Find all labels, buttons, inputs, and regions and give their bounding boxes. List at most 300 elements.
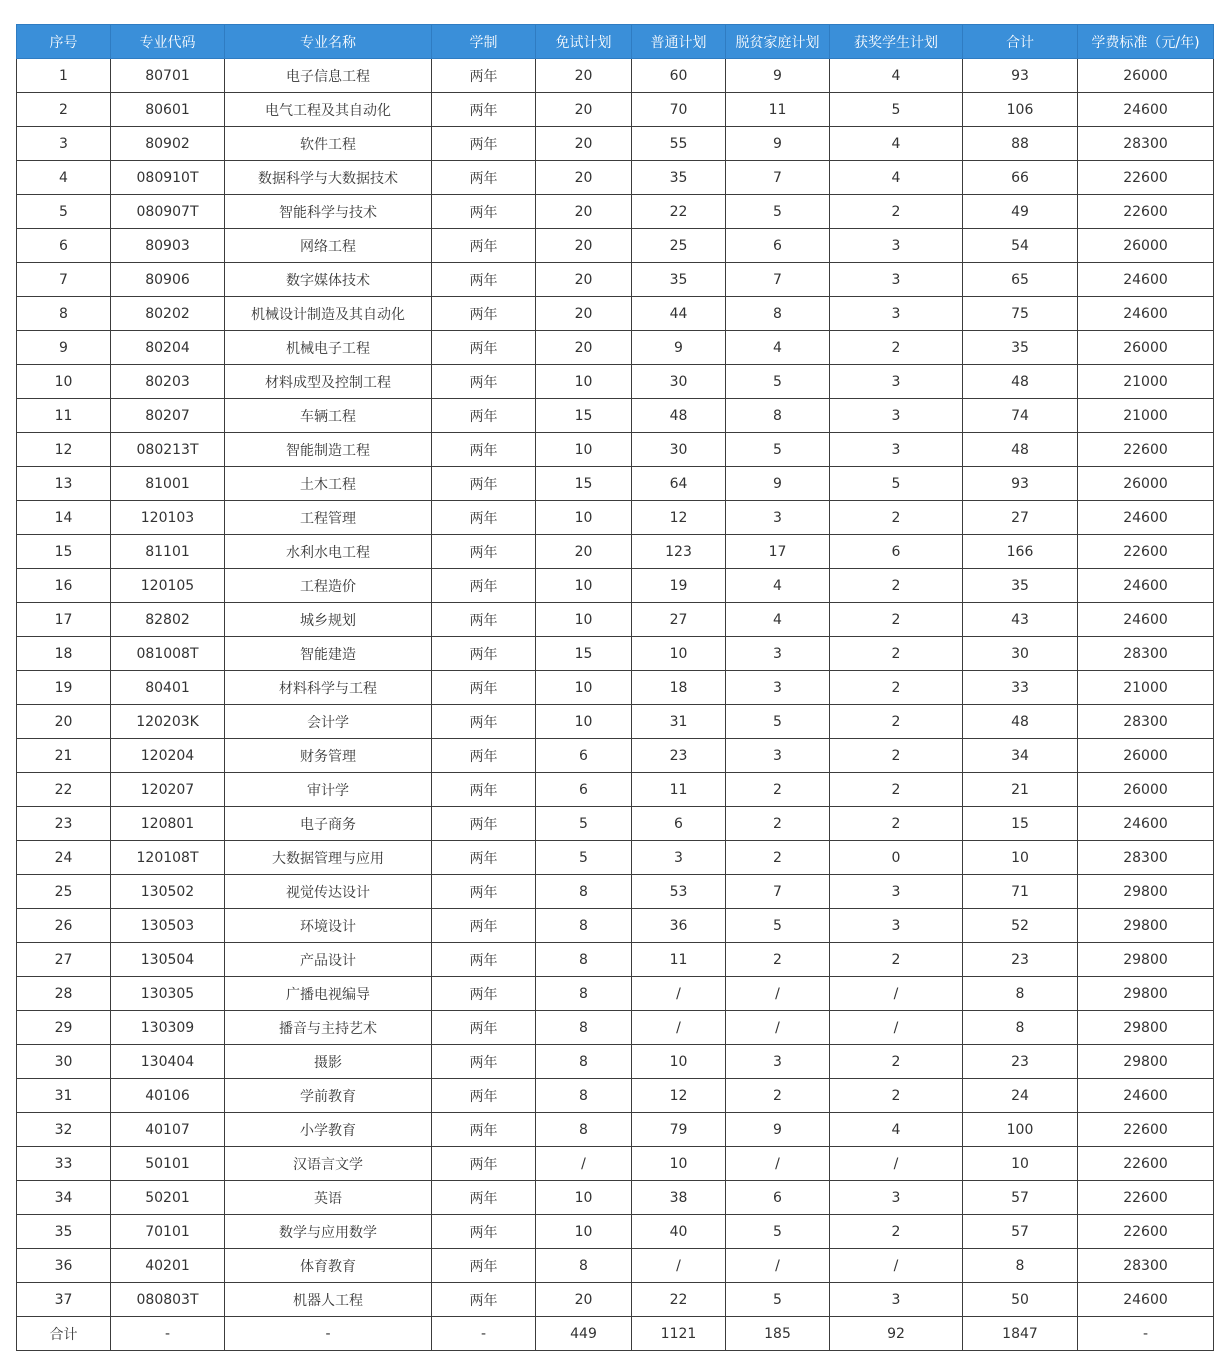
cell-seq: 12	[17, 433, 111, 467]
cell-duration: 两年	[432, 705, 536, 739]
cell-regular-plan: 22	[632, 195, 726, 229]
cell-seq: 11	[17, 399, 111, 433]
cell-duration: 两年	[432, 637, 536, 671]
cell-award-student-plan: 3	[830, 909, 963, 943]
cell-major-code: 81001	[111, 467, 225, 501]
table-row	[17, 909, 1214, 943]
cell-duration: 两年	[432, 331, 536, 365]
cell-major-name: 财务管理	[225, 739, 432, 773]
cell-major-name: 工程造价	[225, 569, 432, 603]
cell-major-code: 80701	[111, 59, 225, 93]
cell-total: 106	[963, 93, 1078, 127]
cell-regular-plan: 18	[632, 671, 726, 705]
cell-tuition: 22600	[1078, 1147, 1214, 1181]
cell-poverty-family-plan: 5	[726, 909, 830, 943]
cell-tuition: 29800	[1078, 943, 1214, 977]
cell-major-code: 80202	[111, 297, 225, 331]
cell-total: 54	[963, 229, 1078, 263]
cell-exempt-plan: 15	[536, 467, 632, 501]
cell-major-name: 智能建造	[225, 637, 432, 671]
cell-major-name: 汉语言文学	[225, 1147, 432, 1181]
cell-poverty-family-plan: 6	[726, 229, 830, 263]
cell-seq: 14	[17, 501, 111, 535]
cell-tuition: 24600	[1078, 569, 1214, 603]
cell-award-student-plan: 2	[830, 501, 963, 535]
cell-total: 34	[963, 739, 1078, 773]
cell-regular-plan: 79	[632, 1113, 726, 1147]
cell-poverty-family-plan: 9	[726, 59, 830, 93]
cell-seq: 27	[17, 943, 111, 977]
cell-duration: 两年	[432, 603, 536, 637]
cell-poverty-family-plan: /	[726, 1249, 830, 1283]
cell-major-code: 130504	[111, 943, 225, 977]
cell-duration: 两年	[432, 569, 536, 603]
cell-award-student-plan: 2	[830, 739, 963, 773]
cell-major-name: 体育教育	[225, 1249, 432, 1283]
cell-award-student-plan: 3	[830, 1283, 963, 1317]
cell-exempt-plan: 8	[536, 909, 632, 943]
cell-award-student-plan: 5	[830, 467, 963, 501]
cell-award-student-plan: 3	[830, 433, 963, 467]
cell-duration: 两年	[432, 671, 536, 705]
cell-award-student-plan: 3	[830, 297, 963, 331]
table-row	[17, 637, 1214, 671]
cell-exempt-plan: 10	[536, 705, 632, 739]
cell-total: 71	[963, 875, 1078, 909]
cell-award-student-plan: 5	[830, 93, 963, 127]
cell-exempt-plan: 8	[536, 1113, 632, 1147]
cell-major-code: 120105	[111, 569, 225, 603]
cell-total: 65	[963, 263, 1078, 297]
cell-tuition: 26000	[1078, 467, 1214, 501]
cell-seq: 19	[17, 671, 111, 705]
cell-exempt-plan: 449	[536, 1317, 632, 1351]
cell-major-code: 080907T	[111, 195, 225, 229]
cell-total: 8	[963, 1011, 1078, 1045]
cell-duration: 两年	[432, 977, 536, 1011]
cell-total: 93	[963, 467, 1078, 501]
cell-regular-plan: 10	[632, 637, 726, 671]
cell-regular-plan: 44	[632, 297, 726, 331]
cell-tuition: 28300	[1078, 841, 1214, 875]
header-poverty-family-plan: 脱贫家庭计划	[726, 25, 830, 59]
cell-poverty-family-plan: 5	[726, 1283, 830, 1317]
enrollment-plan-table	[16, 24, 1214, 1351]
cell-tuition: 26000	[1078, 331, 1214, 365]
cell-duration: 两年	[432, 535, 536, 569]
cell-major-name: 视觉传达设计	[225, 875, 432, 909]
cell-poverty-family-plan: 17	[726, 535, 830, 569]
cell-poverty-family-plan: 3	[726, 1045, 830, 1079]
cell-seq: 22	[17, 773, 111, 807]
cell-tuition: 26000	[1078, 229, 1214, 263]
cell-total: 15	[963, 807, 1078, 841]
cell-duration: 两年	[432, 1045, 536, 1079]
cell-major-code: 80902	[111, 127, 225, 161]
cell-tuition: 24600	[1078, 807, 1214, 841]
cell-award-student-plan: /	[830, 1249, 963, 1283]
cell-tuition: 28300	[1078, 637, 1214, 671]
cell-total: 10	[963, 841, 1078, 875]
cell-poverty-family-plan: 9	[726, 1113, 830, 1147]
table-row	[17, 365, 1214, 399]
cell-duration: 两年	[432, 1113, 536, 1147]
cell-regular-plan: 35	[632, 263, 726, 297]
cell-seq: 24	[17, 841, 111, 875]
cell-total: 57	[963, 1215, 1078, 1249]
cell-poverty-family-plan: /	[726, 977, 830, 1011]
cell-seq: 4	[17, 161, 111, 195]
cell-award-student-plan: 3	[830, 263, 963, 297]
cell-major-code: 70101	[111, 1215, 225, 1249]
cell-major-name: 电子信息工程	[225, 59, 432, 93]
cell-seq: 36	[17, 1249, 111, 1283]
cell-tuition: 22600	[1078, 433, 1214, 467]
cell-major-name: 土木工程	[225, 467, 432, 501]
cell-award-student-plan: /	[830, 1147, 963, 1181]
table-row	[17, 943, 1214, 977]
cell-duration: 两年	[432, 943, 536, 977]
cell-award-student-plan: 4	[830, 161, 963, 195]
table-row	[17, 807, 1214, 841]
cell-major-code: 80906	[111, 263, 225, 297]
cell-major-code: 80204	[111, 331, 225, 365]
cell-award-student-plan: 0	[830, 841, 963, 875]
table-row	[17, 59, 1214, 93]
cell-exempt-plan: 10	[536, 603, 632, 637]
cell-regular-plan: 27	[632, 603, 726, 637]
cell-major-name: 电气工程及其自动化	[225, 93, 432, 127]
cell-total: 50	[963, 1283, 1078, 1317]
cell-exempt-plan: 8	[536, 1045, 632, 1079]
cell-poverty-family-plan: 3	[726, 501, 830, 535]
cell-poverty-family-plan: 7	[726, 161, 830, 195]
table-row	[17, 1045, 1214, 1079]
cell-regular-plan: 25	[632, 229, 726, 263]
cell-poverty-family-plan: 5	[726, 1215, 830, 1249]
cell-poverty-family-plan: 6	[726, 1181, 830, 1215]
cell-exempt-plan: 10	[536, 433, 632, 467]
cell-major-code: 40201	[111, 1249, 225, 1283]
header-exempt-plan: 免试计划	[536, 25, 632, 59]
cell-duration: 两年	[432, 93, 536, 127]
cell-total: 24	[963, 1079, 1078, 1113]
cell-major-code: 120801	[111, 807, 225, 841]
cell-seq: 20	[17, 705, 111, 739]
cell-major-code: 130309	[111, 1011, 225, 1045]
cell-poverty-family-plan: 3	[726, 739, 830, 773]
cell-major-name: 机器人工程	[225, 1283, 432, 1317]
cell-poverty-family-plan: 185	[726, 1317, 830, 1351]
cell-duration: 两年	[432, 1249, 536, 1283]
table-row	[17, 127, 1214, 161]
cell-regular-plan: 38	[632, 1181, 726, 1215]
cell-major-code: 120108T	[111, 841, 225, 875]
cell-major-name: 工程管理	[225, 501, 432, 535]
cell-exempt-plan: 8	[536, 875, 632, 909]
header-major-name: 专业名称	[225, 25, 432, 59]
cell-regular-plan: 12	[632, 1079, 726, 1113]
cell-major-code: 120207	[111, 773, 225, 807]
cell-tuition: 22600	[1078, 161, 1214, 195]
cell-major-name: 审计学	[225, 773, 432, 807]
cell-seq: 16	[17, 569, 111, 603]
cell-tuition: 29800	[1078, 875, 1214, 909]
cell-poverty-family-plan: /	[726, 1147, 830, 1181]
cell-poverty-family-plan: 2	[726, 841, 830, 875]
cell-exempt-plan: 20	[536, 161, 632, 195]
cell-exempt-plan: 10	[536, 365, 632, 399]
cell-seq: 9	[17, 331, 111, 365]
cell-tuition: 26000	[1078, 773, 1214, 807]
header-award-student-plan: 获奖学生计划	[830, 25, 963, 59]
cell-seq: 35	[17, 1215, 111, 1249]
cell-exempt-plan: 20	[536, 195, 632, 229]
cell-major-name: 大数据管理与应用	[225, 841, 432, 875]
cell-exempt-plan: 10	[536, 1181, 632, 1215]
cell-regular-plan: 6	[632, 807, 726, 841]
cell-major-code: 130502	[111, 875, 225, 909]
table-row	[17, 433, 1214, 467]
cell-award-student-plan: 3	[830, 229, 963, 263]
cell-exempt-plan: 6	[536, 773, 632, 807]
cell-major-name: 环境设计	[225, 909, 432, 943]
cell-total: 23	[963, 943, 1078, 977]
cell-tuition: 22600	[1078, 1113, 1214, 1147]
cell-award-student-plan: 2	[830, 671, 963, 705]
cell-regular-plan: 19	[632, 569, 726, 603]
cell-major-name: 数据科学与大数据技术	[225, 161, 432, 195]
cell-seq: 1	[17, 59, 111, 93]
cell-exempt-plan: 20	[536, 229, 632, 263]
cell-seq: 23	[17, 807, 111, 841]
cell-seq: 30	[17, 1045, 111, 1079]
cell-total: 88	[963, 127, 1078, 161]
cell-award-student-plan: /	[830, 977, 963, 1011]
cell-major-name: 电子商务	[225, 807, 432, 841]
cell-award-student-plan: 2	[830, 1045, 963, 1079]
table-row	[17, 399, 1214, 433]
cell-award-student-plan: 2	[830, 807, 963, 841]
cell-duration: 两年	[432, 875, 536, 909]
cell-poverty-family-plan: 4	[726, 569, 830, 603]
cell-regular-plan: 30	[632, 433, 726, 467]
cell-poverty-family-plan: /	[726, 1011, 830, 1045]
cell-award-student-plan: 3	[830, 399, 963, 433]
cell-duration: 两年	[432, 127, 536, 161]
cell-exempt-plan: 20	[536, 93, 632, 127]
cell-tuition: 22600	[1078, 535, 1214, 569]
cell-major-name: 智能制造工程	[225, 433, 432, 467]
cell-major-name: 数学与应用数学	[225, 1215, 432, 1249]
table-row	[17, 1249, 1214, 1283]
table-row	[17, 705, 1214, 739]
cell-poverty-family-plan: 5	[726, 195, 830, 229]
cell-exempt-plan: 8	[536, 943, 632, 977]
table-row	[17, 569, 1214, 603]
cell-exempt-plan: 8	[536, 977, 632, 1011]
cell-regular-plan: 10	[632, 1045, 726, 1079]
cell-tuition: 21000	[1078, 365, 1214, 399]
cell-exempt-plan: 10	[536, 1215, 632, 1249]
cell-total: 23	[963, 1045, 1078, 1079]
cell-tuition: 29800	[1078, 1011, 1214, 1045]
cell-award-student-plan: 2	[830, 603, 963, 637]
cell-tuition: -	[1078, 1317, 1214, 1351]
cell-exempt-plan: 15	[536, 399, 632, 433]
cell-total: 100	[963, 1113, 1078, 1147]
cell-total: 1847	[963, 1317, 1078, 1351]
cell-major-code: 080213T	[111, 433, 225, 467]
header-row	[17, 25, 1214, 59]
cell-award-student-plan: 4	[830, 1113, 963, 1147]
cell-award-student-plan: 3	[830, 875, 963, 909]
cell-major-code: 50101	[111, 1147, 225, 1181]
cell-seq: 3	[17, 127, 111, 161]
cell-poverty-family-plan: 2	[726, 773, 830, 807]
cell-award-student-plan: 2	[830, 195, 963, 229]
cell-seq: 25	[17, 875, 111, 909]
cell-tuition: 24600	[1078, 263, 1214, 297]
cell-exempt-plan: 8	[536, 1079, 632, 1113]
cell-regular-plan: 53	[632, 875, 726, 909]
cell-award-student-plan: 2	[830, 773, 963, 807]
cell-major-code: 40107	[111, 1113, 225, 1147]
cell-tuition: 26000	[1078, 59, 1214, 93]
cell-exempt-plan: 6	[536, 739, 632, 773]
cell-award-student-plan: 92	[830, 1317, 963, 1351]
cell-tuition: 22600	[1078, 195, 1214, 229]
cell-poverty-family-plan: 9	[726, 467, 830, 501]
cell-major-code: 80203	[111, 365, 225, 399]
table-row	[17, 739, 1214, 773]
cell-duration: -	[432, 1317, 536, 1351]
cell-exempt-plan: 10	[536, 569, 632, 603]
cell-major-code: 80601	[111, 93, 225, 127]
cell-regular-plan: 22	[632, 1283, 726, 1317]
cell-regular-plan: 36	[632, 909, 726, 943]
cell-duration: 两年	[432, 501, 536, 535]
cell-total: 57	[963, 1181, 1078, 1215]
cell-total: 21	[963, 773, 1078, 807]
cell-total: 33	[963, 671, 1078, 705]
cell-duration: 两年	[432, 433, 536, 467]
cell-tuition: 24600	[1078, 1283, 1214, 1317]
table-row	[17, 1113, 1214, 1147]
cell-award-student-plan: 3	[830, 365, 963, 399]
cell-major-name: 软件工程	[225, 127, 432, 161]
cell-major-code: 40106	[111, 1079, 225, 1113]
cell-tuition: 21000	[1078, 399, 1214, 433]
cell-seq: 26	[17, 909, 111, 943]
cell-total: 74	[963, 399, 1078, 433]
cell-major-name: 广播电视编导	[225, 977, 432, 1011]
header-tuition: 学费标准（元/年)	[1078, 25, 1214, 59]
cell-seq: 6	[17, 229, 111, 263]
cell-duration: 两年	[432, 773, 536, 807]
cell-major-name: 网络工程	[225, 229, 432, 263]
cell-exempt-plan: 5	[536, 807, 632, 841]
cell-tuition: 24600	[1078, 93, 1214, 127]
cell-total: 43	[963, 603, 1078, 637]
cell-regular-plan: 30	[632, 365, 726, 399]
table-row	[17, 875, 1214, 909]
table-row	[17, 603, 1214, 637]
cell-duration: 两年	[432, 841, 536, 875]
table-row	[17, 773, 1214, 807]
cell-major-code: 130305	[111, 977, 225, 1011]
table-row	[17, 229, 1214, 263]
cell-seq: 15	[17, 535, 111, 569]
cell-exempt-plan: 20	[536, 59, 632, 93]
cell-duration: 两年	[432, 1215, 536, 1249]
cell-exempt-plan: 20	[536, 535, 632, 569]
cell-tuition: 24600	[1078, 1079, 1214, 1113]
cell-duration: 两年	[432, 909, 536, 943]
cell-total: 166	[963, 535, 1078, 569]
cell-major-code: 130404	[111, 1045, 225, 1079]
cell-major-code: 80903	[111, 229, 225, 263]
cell-regular-plan: 12	[632, 501, 726, 535]
cell-major-name: 机械设计制造及其自动化	[225, 297, 432, 331]
cell-exempt-plan: 10	[536, 501, 632, 535]
cell-major-code: 81101	[111, 535, 225, 569]
cell-major-code: -	[111, 1317, 225, 1351]
cell-tuition: 29800	[1078, 977, 1214, 1011]
cell-tuition: 28300	[1078, 705, 1214, 739]
cell-seq: 37	[17, 1283, 111, 1317]
cell-major-code: 120203K	[111, 705, 225, 739]
cell-regular-plan: 10	[632, 1147, 726, 1181]
cell-poverty-family-plan: 7	[726, 875, 830, 909]
cell-seq: 合计	[17, 1317, 111, 1351]
cell-duration: 两年	[432, 365, 536, 399]
cell-poverty-family-plan: 9	[726, 127, 830, 161]
cell-seq: 13	[17, 467, 111, 501]
cell-major-name: 车辆工程	[225, 399, 432, 433]
cell-regular-plan: 64	[632, 467, 726, 501]
cell-tuition: 29800	[1078, 1045, 1214, 1079]
table-row	[17, 263, 1214, 297]
cell-exempt-plan: 5	[536, 841, 632, 875]
cell-duration: 两年	[432, 1147, 536, 1181]
cell-award-student-plan: 2	[830, 637, 963, 671]
cell-seq: 18	[17, 637, 111, 671]
cell-seq: 2	[17, 93, 111, 127]
cell-major-name: 产品设计	[225, 943, 432, 977]
cell-regular-plan: 48	[632, 399, 726, 433]
header-total: 合计	[963, 25, 1078, 59]
cell-regular-plan: 35	[632, 161, 726, 195]
cell-major-name: 学前教育	[225, 1079, 432, 1113]
cell-total: 93	[963, 59, 1078, 93]
cell-major-name: 播音与主持艺术	[225, 1011, 432, 1045]
cell-award-student-plan: /	[830, 1011, 963, 1045]
cell-regular-plan: /	[632, 1011, 726, 1045]
cell-exempt-plan: 20	[536, 1283, 632, 1317]
cell-regular-plan: /	[632, 977, 726, 1011]
cell-poverty-family-plan: 5	[726, 705, 830, 739]
cell-duration: 两年	[432, 195, 536, 229]
cell-poverty-family-plan: 5	[726, 433, 830, 467]
cell-major-name: 英语	[225, 1181, 432, 1215]
cell-total: 48	[963, 433, 1078, 467]
cell-seq: 34	[17, 1181, 111, 1215]
cell-exempt-plan: 8	[536, 1249, 632, 1283]
table-row	[17, 467, 1214, 501]
cell-tuition: 22600	[1078, 1181, 1214, 1215]
cell-award-student-plan: 2	[830, 569, 963, 603]
